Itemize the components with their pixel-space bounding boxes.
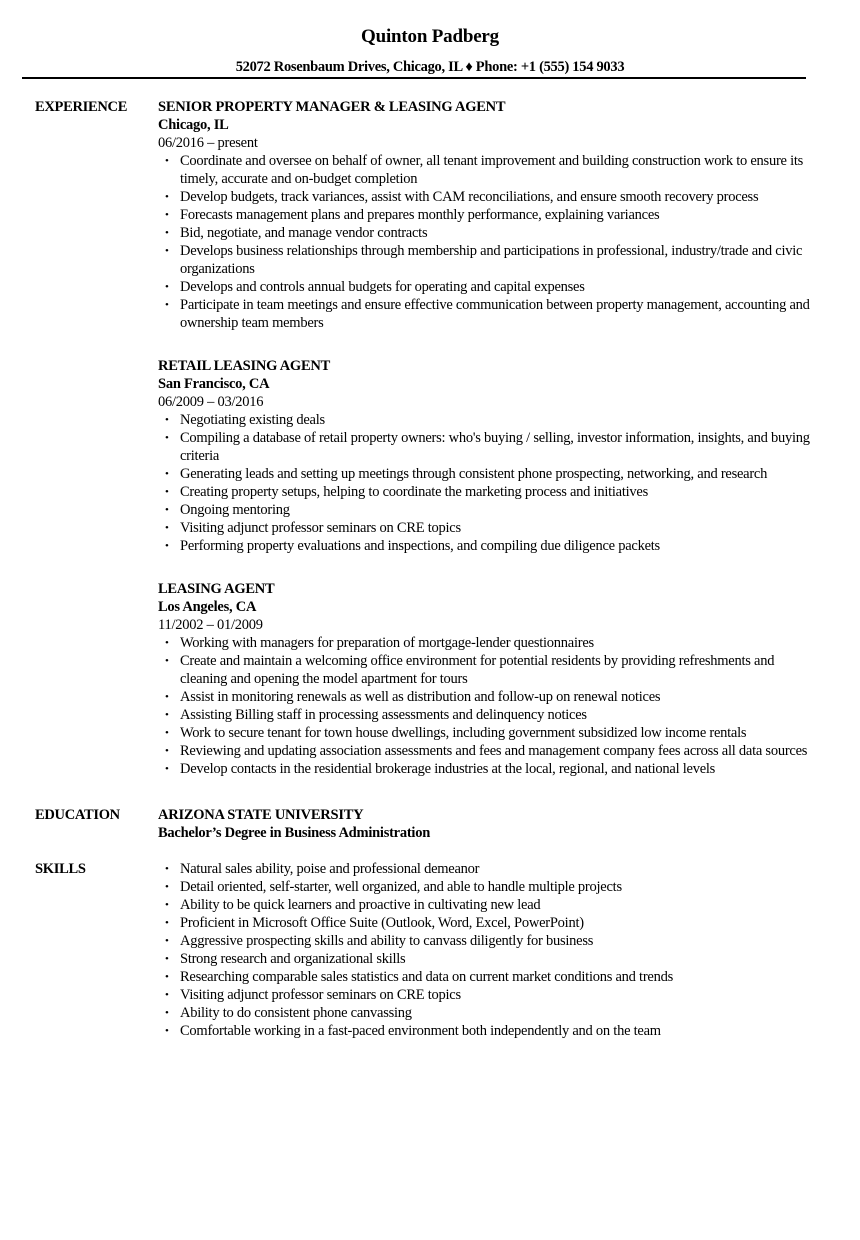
education-section xyxy=(35,806,825,842)
section-label: EXPERIENCE xyxy=(35,99,128,115)
list-item: • Visiting adjunct professor seminars on CRE topics xyxy=(180,986,820,1004)
list-item: • Creating property setups, helping to coordinate the marketing process and initiatives xyxy=(180,483,820,501)
section-label: SKILLS xyxy=(35,861,86,877)
list-item: • Ability to do consistent phone canvassing xyxy=(180,1004,820,1022)
job-bullets xyxy=(158,152,820,332)
job-bullets xyxy=(158,411,820,555)
school-name: ARIZONA STATE UNIVERSITY xyxy=(158,807,364,823)
list-item: • Strong research and organizational skills xyxy=(180,950,820,968)
skills-section xyxy=(35,860,825,1040)
list-item: • Forecasts management plans and prepares monthly performance, explaining variances xyxy=(180,206,820,224)
list-item: • Comfortable working in a fast-paced environment both independently and on the team xyxy=(180,1022,820,1040)
list-item: • Assist in monitoring renewals as well as distribution and follow-up on renewal notices xyxy=(180,688,820,706)
list-item: • Ongoing mentoring xyxy=(180,501,820,519)
list-item: • Assisting Billing staff in processing assessments and delinquency notices xyxy=(180,706,820,724)
job-title: SENIOR PROPERTY MANAGER & LEASING AGENT xyxy=(158,99,506,115)
candidate-name: Quinton Padberg xyxy=(361,26,499,47)
list-item: • Ability to be quick learners and proactive in cultivating new lead xyxy=(180,896,820,914)
job-entry xyxy=(158,580,825,778)
job-title: LEASING AGENT xyxy=(158,581,275,597)
list-item: • Develop contacts in the residential brokerage industries at the local, regional, and national levels xyxy=(180,760,820,778)
list-item: • Work to secure tenant for town house dwellings, including government subsidized low income rentals xyxy=(180,724,820,742)
header-divider xyxy=(22,77,806,79)
job-dates: 06/2009 – 03/2016 xyxy=(158,394,264,410)
list-item: • Proficient in Microsoft Office Suite (Outlook, Word, Excel, PowerPoint) xyxy=(180,914,820,932)
list-item: • Create and maintain a welcoming office environment for potential residents by providing refreshments and cleaning and opening the model apartment for tours xyxy=(180,652,820,688)
job-location: San Francisco, CA xyxy=(158,376,270,392)
job-dates: 06/2016 – present xyxy=(158,135,258,151)
list-item: • Generating leads and setting up meetings through consistent phone prospecting, networking, and research xyxy=(180,465,820,483)
job-dates: 11/2002 – 01/2009 xyxy=(158,617,263,633)
experience-section xyxy=(35,98,825,778)
list-item: • Participate in team meetings and ensure effective communication between property management, accounting and ownership team members xyxy=(180,296,820,332)
job-location: Los Angeles, CA xyxy=(158,599,257,615)
job-entry xyxy=(158,357,825,555)
list-item: • Compiling a database of retail property owners: who's buying / selling, investor information, insights, and buying criteria xyxy=(180,429,820,465)
list-item: • Aggressive prospecting skills and ability to canvass diligently for business xyxy=(180,932,820,950)
list-item: • Working with managers for preparation of mortgage-lender questionnaires xyxy=(180,634,820,652)
job-location: Chicago, IL xyxy=(158,117,229,133)
list-item: • Performing property evaluations and inspections, and compiling due diligence packets xyxy=(180,537,820,555)
list-item: • Researching comparable sales statistics and data on current market conditions and trends xyxy=(180,968,820,986)
job-entry xyxy=(158,98,825,332)
list-item: • Bid, negotiate, and manage vendor contracts xyxy=(180,224,820,242)
job-title: RETAIL LEASING AGENT xyxy=(158,358,331,374)
list-item: • Coordinate and oversee on behalf of owner, all tenant improvement and building construction work to ensure its timely, accurate and on-budget completion xyxy=(180,152,820,188)
section-label: EDUCATION xyxy=(35,807,120,823)
job-bullets xyxy=(158,634,820,778)
list-item: • Reviewing and updating association assessments and fees and management company fees across all data sources xyxy=(180,742,820,760)
skills-list xyxy=(158,860,820,1040)
list-item: • Visiting adjunct professor seminars on CRE topics xyxy=(180,519,820,537)
list-item: • Develops business relationships through membership and participations in professional, industry/trade and civic organizations xyxy=(180,242,820,278)
list-item: • Detail oriented, self-starter, well organized, and able to handle multiple projects xyxy=(180,878,820,896)
list-item: • Develop budgets, track variances, assist with CAM reconciliations, and ensure smooth recovery process xyxy=(180,188,820,206)
list-item: • Develops and controls annual budgets for operating and capital expenses xyxy=(180,278,820,296)
list-item: • Negotiating existing deals xyxy=(180,411,820,429)
contact-line: 52072 Rosenbaum Drives, Chicago, IL ♦ Phone: +1 (555) 154 9033 xyxy=(235,59,625,75)
degree: Bachelor’s Degree in Business Administration xyxy=(158,825,431,841)
list-item: • Natural sales ability, poise and professional demeanor xyxy=(180,860,820,878)
